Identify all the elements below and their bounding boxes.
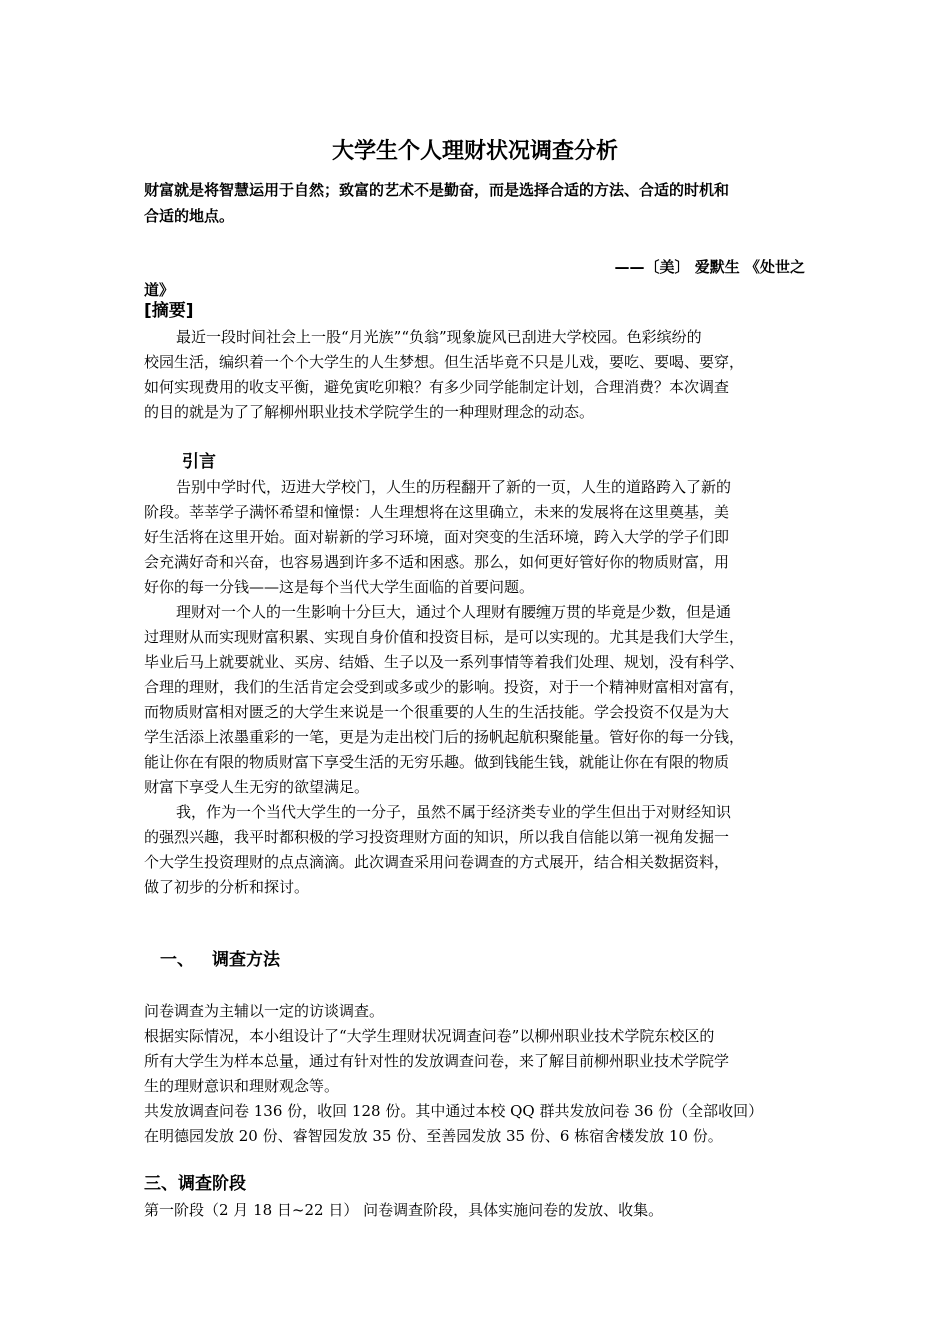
epigraph-line: 合适的地点。: [144, 207, 235, 225]
stages-line: 第一阶段（2 月 18 日~22 日） 问卷调查阶段，具体实施问卷的发放、收集。: [144, 1201, 664, 1219]
methods-line: 所有大学生为样本总量，通过有针对性的发放调查问卷，来了解目前柳州职业技术学院学: [144, 1052, 730, 1070]
abstract-heading: [摘要]: [144, 301, 194, 321]
abstract-line: 校园生活，编织着一个个大学生的人生梦想。但生活毕竟不只是儿戏，要吃、要喝、要穿，: [144, 353, 745, 371]
intro-p2-line: 财富下享受人生无穷的欲望满足。: [144, 778, 370, 796]
intro-p2-line: 合理的理财，我们的生活肯定会受到或多或少的影响。投资，对于一个精神财富相对富有，: [144, 678, 745, 696]
methods-line: 根据实际情况，本小组设计了“大学生理财状况调查问卷”以柳州职业技术学院东校区的: [144, 1027, 715, 1045]
methods-line: 生的理财意识和理财观念等。: [144, 1077, 340, 1095]
intro-p1-line: 阶段。莘莘学子满怀希望和憧憬：人生理想将在这里确立，未来的发展将在这里奠基，美: [144, 503, 730, 521]
section-heading: 三、调查阶段: [144, 1174, 246, 1194]
intro-p2-line: 理财对一个人的一生影响十分巨大，通过个人理财有腰缠万贯的毕竟是少数，但是通: [176, 603, 732, 621]
intro-p2-line: 毕业后马上就要就业、买房、结婚、生子以及一系列事情等着我们处理、规划，没有科学、: [144, 653, 745, 671]
section-number: 一、: [160, 950, 194, 970]
intro-p3-line: 的强烈兴趣，我平时都积极的学习投资理财方面的知识，所以我自信能以第一视角发掘一: [144, 828, 730, 846]
intro-p1-line: 好你的每一分钱——这是每个当代大学生面临的首要问题。: [144, 578, 535, 596]
methods-line: 在明德园发放 20 份、睿智园发放 35 份、至善园发放 35 份、6 栋宿舍楼发放 10 份。: [144, 1127, 723, 1145]
methods-line: 共发放调查问卷 136 份，收回 128 份。其中通过本校 QQ 群共发放问卷 36 份（全部收回）: [144, 1102, 764, 1120]
abstract-line: 的目的就是为了了解柳州职业技术学院学生的一种理财理念的动态。: [144, 403, 595, 421]
methods-line: 问卷调查为主辅以一定的访谈调查。: [144, 1002, 385, 1020]
intro-p3-line: 个大学生投资理财的点点滴滴。此次调查采用问卷调查的方式展开，结合相关数据资料，: [144, 853, 730, 871]
intro-p2-line: 学生活添上浓墨重彩的一笔，更是为走出校门后的扬帆起航积聚能量。管好你的每一分钱，: [144, 728, 745, 746]
epigraph-line: 财富就是将智慧运用于自然；致富的艺术不是勤奋，而是选择合适的方法、合适的时机和: [144, 181, 730, 199]
epigraph-attribution: ——〔美〕 爱默生 《处世之: [614, 258, 805, 276]
intro-p2-line: 过理财从而实现财富积累、实现自身价值和投资目标，是可以实现的。尤其是我们大学生，: [144, 628, 745, 646]
abstract-line: 最近一段时间社会上一股“月光族”“负翁”现象旋风已刮进大学校园。色彩缤纷的: [176, 328, 702, 346]
document-title: 大学生个人理财状况调查分析: [331, 139, 618, 164]
abstract-line: 如何实现费用的收支平衡，避免寅吃卯粮？有多少同学能制定计划，合理消费？本次调查: [144, 378, 730, 396]
section-heading: 调查方法: [212, 950, 280, 970]
intro-p2-line: 而物质财富相对匮乏的大学生来说是一个很重要的人生的生活技能。学会投资不仅是为大: [144, 703, 730, 721]
intro-p2-line: 能让你在有限的物质财富下享受生活的无穷乐趣。做到钱能生钱，就能让你在有限的物质: [144, 753, 730, 771]
intro-heading: 引言: [182, 452, 216, 472]
intro-p3-line: 做了初步的分析和探讨。: [144, 878, 310, 896]
intro-p1-line: 会充满好奇和兴奋，也容易遇到许多不适和困惑。那么，如何更好管好你的物质财富，用: [144, 553, 730, 571]
intro-p3-line: 我，作为一个当代大学生的一分子，虽然不属于经济类专业的学生但出于对财经知识: [176, 803, 732, 821]
epigraph-attribution-cont: 道》: [144, 281, 175, 299]
intro-p1-line: 告别中学时代，迈进大学校门，人生的历程翻开了新的一页，人生的道路跨入了新的: [176, 478, 732, 496]
intro-p1-line: 好生活将在这里开始。面对崭新的学习环境，面对突变的生活环境，跨入大学的学子们即: [144, 528, 730, 546]
